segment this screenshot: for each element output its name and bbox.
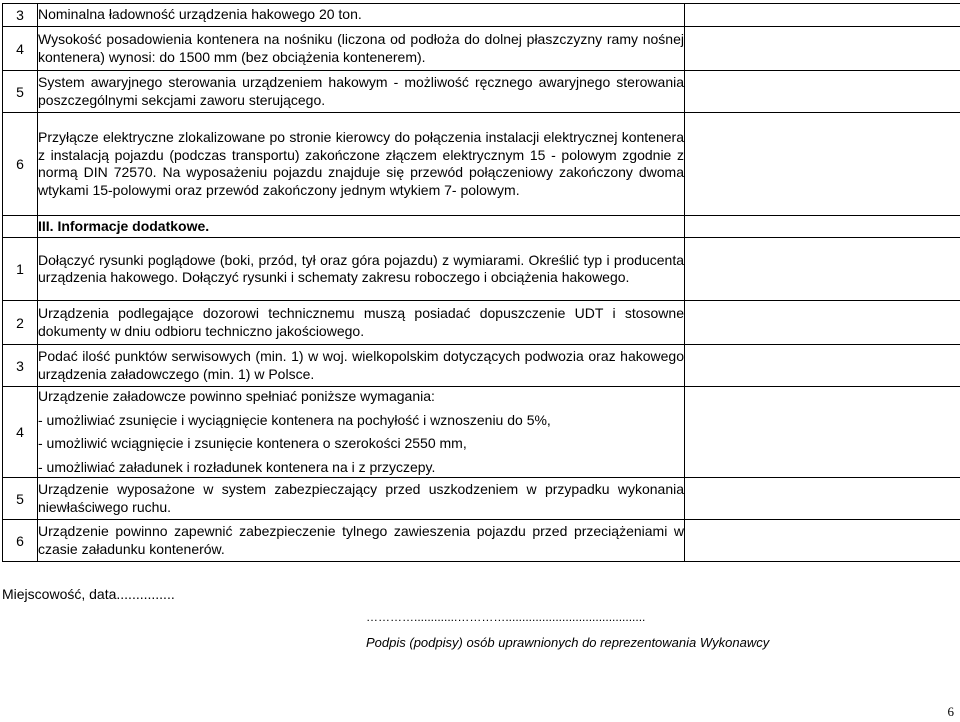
row-number: 4 [3, 27, 38, 71]
blank-cell [685, 27, 960, 71]
table-row [3, 71, 960, 113]
blank-cell [685, 216, 960, 238]
blank-cell [685, 4, 960, 27]
blank-cell [685, 71, 960, 113]
requirements-table [2, 3, 960, 562]
table-row [3, 238, 960, 301]
row-number: 6 [3, 520, 38, 562]
row-text: Urządzenia podlegające dozorowi technicznemu muszą posiadać dopuszczenie UDT i stosowne dokumenty w dniu odbioru techniczno jakościowego. [38, 301, 685, 345]
row-text: Przyłącze elektryczne zlokalizowane po stronie kierowcy do połączenia instalacji elektrycznej kontenera z instalacją pojazdu (podczas transportu) zakończone złączem elektrycznym 15 - polowym zgodnie z normą DIN 72570. Na wyposażeniu pojazdu znajduje się przewód połączeniowy zakończony dwoma wtykami 15-polowymi oraz przewód zakończony jednym wtykiem 7- polowym. [38, 113, 685, 216]
table-row [3, 113, 960, 216]
row-text: Urządzenie powinno zapewnić zabezpieczenie tylnego zawieszenia pojazdu przed przeciążeniami w czasie załadunku kontenerów. [38, 520, 685, 562]
table-row [3, 301, 960, 345]
row-number: 3 [3, 4, 38, 27]
section-title: III. Informacje dodatkowe. [38, 216, 685, 238]
row-number: 5 [3, 71, 38, 113]
table-row [3, 345, 960, 387]
blank-cell [685, 301, 960, 345]
row-number: 6 [3, 113, 38, 216]
blank-cell [685, 113, 960, 216]
section-header-row [3, 216, 960, 238]
table-row [3, 520, 960, 562]
signature-line: ………….............………….......................................... [366, 610, 646, 624]
row-text: Urządzenie wyposażone w system zabezpieczający przed uszkodzeniem w przypadku wykonania niewłaściwego ruchu. [38, 478, 685, 520]
row-number: 2 [3, 301, 38, 345]
row-text-list [38, 387, 685, 478]
table-row [3, 4, 960, 27]
row-text: Podać ilość punktów serwisowych (min. 1) w woj. wielkopolskim dotyczących podwozia oraz hakowego urządzenia załadowczego (min. 1) w Polsce. [38, 345, 685, 387]
table-row [3, 387, 960, 478]
row-number: 3 [3, 345, 38, 387]
table-row [3, 27, 960, 71]
blank-cell [685, 387, 960, 478]
blank-cell [685, 520, 960, 562]
list-intro: Urządzenie załadowcze powinno spełniać poniższe wymagania: [38, 388, 435, 404]
blank-cell [685, 478, 960, 520]
table-row [3, 478, 960, 520]
list-item: - umożliwić wciągnięcie i zsunięcie kontenera o szerokości 2550 mm, [38, 435, 467, 451]
list-item: - umożliwiać zsunięcie i wyciągnięcie kontenera na pochyłość i wznoszeniu do 5%, [38, 411, 551, 428]
row-number: 1 [3, 238, 38, 301]
page-number: 6 [947, 704, 954, 719]
row-text: Dołączyć rysunki poglądowe (boki, przód, tył oraz góra pojazdu) z wymiarami. Określić typ i producenta urządzenia hakowego. Dołączyć rysunki i schematy zakresu roboczego i obciążenia hakowego. [38, 238, 685, 301]
row-number: 4 [3, 387, 38, 478]
blank-cell [685, 345, 960, 387]
row-number: 5 [3, 478, 38, 520]
blank-cell [3, 216, 38, 238]
row-text: System awaryjnego sterowania urządzeniem hakowym - możliwość ręcznego awaryjnego sterowania poszczególnymi sekcjami zaworu sterującego. [38, 71, 685, 113]
row-text: Wysokość posadowienia kontenera na nośniku (liczona od podłoża do dolnej płaszczyzny ramy nośnej kontenera) wynosi: do 1500 mm (bez obciążenia kontenerem). [38, 27, 685, 71]
signature-label: Podpis (podpisy) osób uprawnionych do reprezentowania Wykonawcy [366, 635, 770, 650]
row-text: Nominalna ładowność urządzenia hakowego 20 ton. [38, 4, 685, 27]
list-item: - umożliwiać załadunek i rozładunek kontenera na i z przyczepy. [38, 458, 436, 475]
place-date-field: Miejscowość, data............... [2, 586, 175, 602]
blank-cell [685, 238, 960, 301]
